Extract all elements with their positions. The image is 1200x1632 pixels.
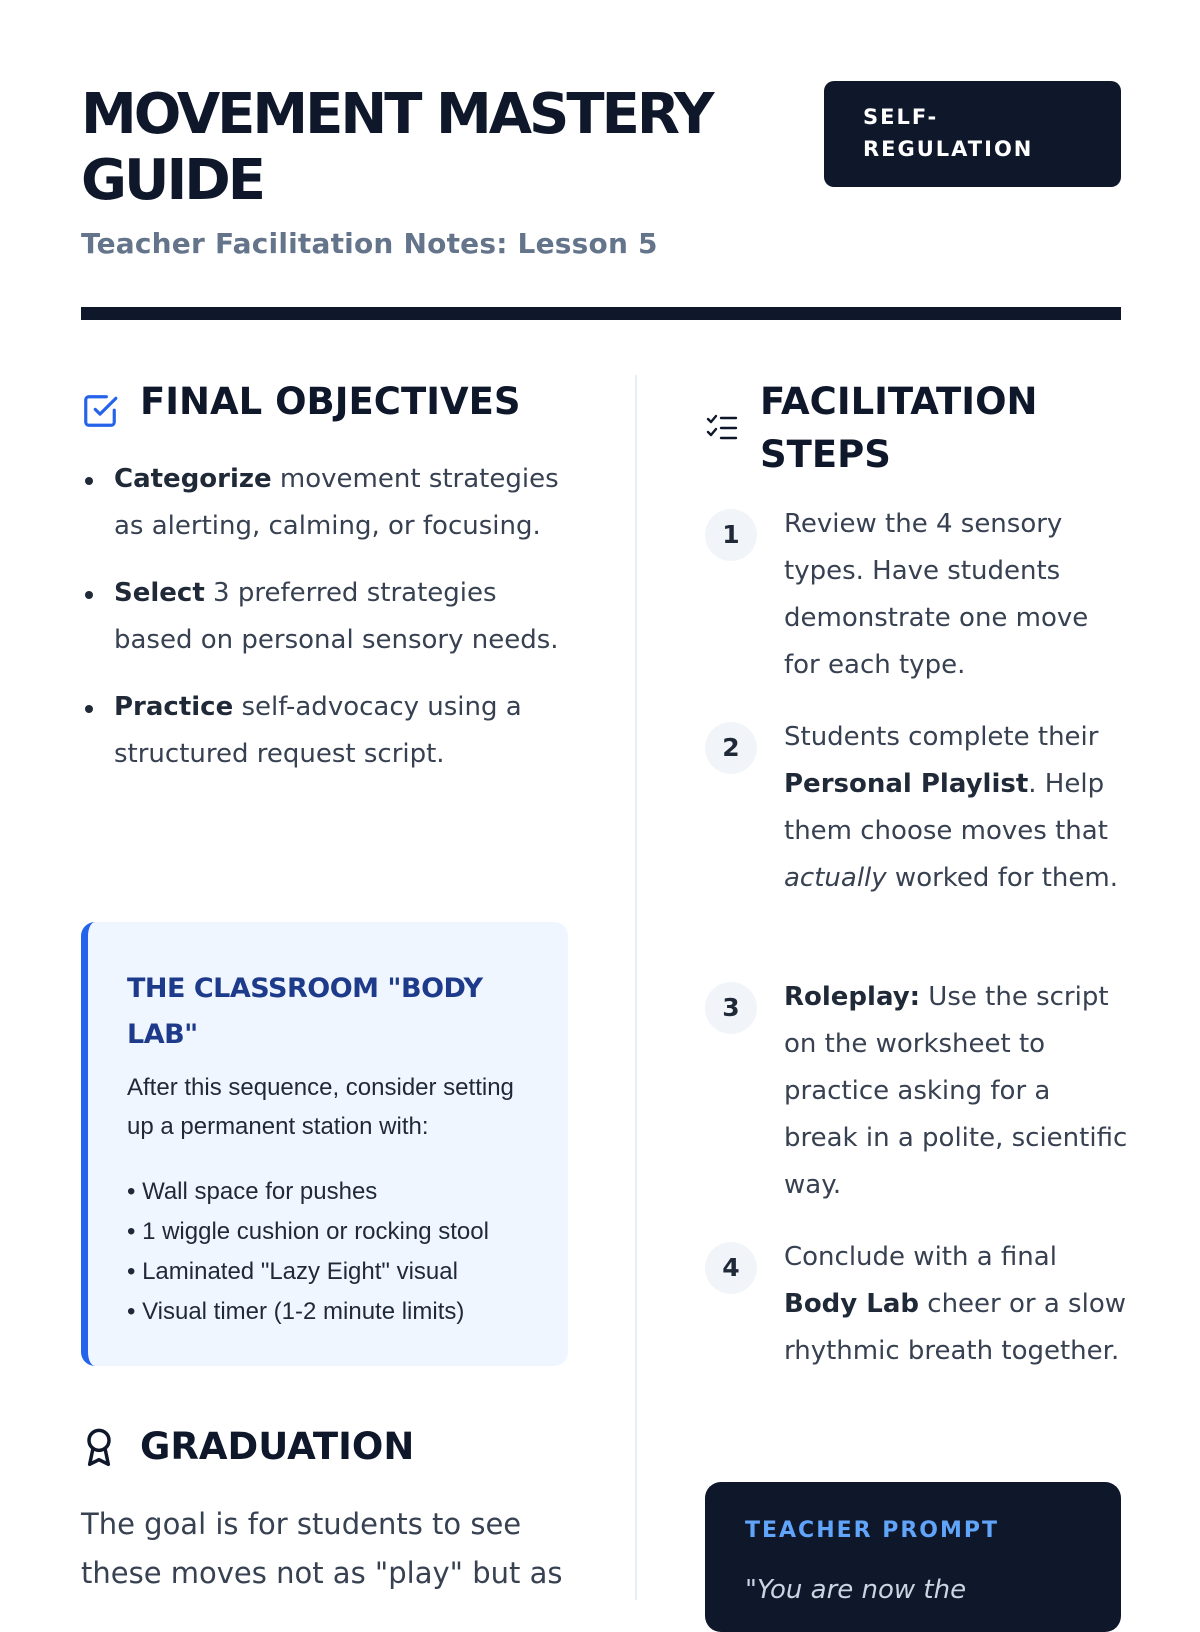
step-text: Review the 4 sensory types. Have students demonstrate one move for each type. [784,509,1089,680]
step-text-part: Students complete their [784,722,1099,752]
step-text-part: Use the script on the worksheet to practice asking for a break in a polite, scientific way. [784,982,1128,1200]
list-item [81,456,571,550]
callout-list [127,1172,538,1332]
step-text-part: Conclude with a final [784,1242,1057,1272]
step-number: 4 [705,1242,757,1294]
callout-title: THE CLASSROOM "BODY LAB" [127,973,483,1050]
column-divider [635,375,637,1600]
header-rule [81,307,1121,320]
step-text [784,974,1129,1209]
page-subtitle: Teacher Facilitation Notes: Lesson 5 [81,227,658,260]
checkbox-icon [81,392,119,430]
topic-badge: SELF-REGULATION [824,81,1121,187]
list-item: • 1 wiggle cushion or rocking stool [127,1218,489,1245]
step-keyword: Body Lab [784,1289,920,1319]
callout-text: After this sequence, consider setting up a permanent station with: [127,1074,514,1140]
step-keyword: Roleplay: [784,982,921,1012]
step-keyword: Personal Playlist [784,769,1029,799]
step-number: 2 [705,722,757,774]
objective-keyword: Practice [114,692,234,722]
step-text-part: . Help them choose moves that [784,769,1108,846]
list-item: • Wall space for pushes [127,1178,378,1205]
step-text [784,1234,1129,1375]
objective-text: movement strategies as alerting, calming, or focusing. [114,464,559,541]
step-emphasis: actually [784,863,887,893]
list-item: • Laminated "Lazy Eight" visual [127,1258,458,1285]
objective-text: 3 preferred strategies based on personal sensory needs. [114,578,559,655]
prompt-text: "You are now the [745,1575,967,1605]
guide-page [81,0,1128,1605]
step-text-part: cheer or a slow rhythmic breath together. [784,1289,1126,1366]
objective-keyword: Select [114,578,205,608]
objectives-list [81,456,571,798]
objective-text: self-advocacy using a structured request script. [114,692,522,769]
steps-heading: FACILITATION STEPS [760,380,1038,476]
graduation-heading: GRADUATION [140,1425,415,1468]
objectives-heading: FINAL OBJECTIVES [140,380,521,423]
objective-keyword: Categorize [114,464,272,494]
prompt-label: TEACHER PROMPT [745,1518,1000,1543]
step-number: 3 [705,982,757,1034]
list-item: • Visual timer (1-2 minute limits) [127,1298,465,1325]
step-number: 1 [705,509,757,561]
step-text [784,714,1129,902]
list-item [81,684,571,778]
body-lab-callout [81,922,568,1366]
teacher-prompt-card [705,1482,1121,1632]
graduation-text: The goal is for students to see these moves not as "play" but as [81,1507,563,1590]
award-ribbon-icon [83,1427,115,1467]
list-item [81,570,571,664]
step-text-part: worked for them. [886,863,1118,893]
list-checks-icon [706,413,738,443]
page-title: MOVEMENT MASTERY GUIDE [81,82,712,213]
